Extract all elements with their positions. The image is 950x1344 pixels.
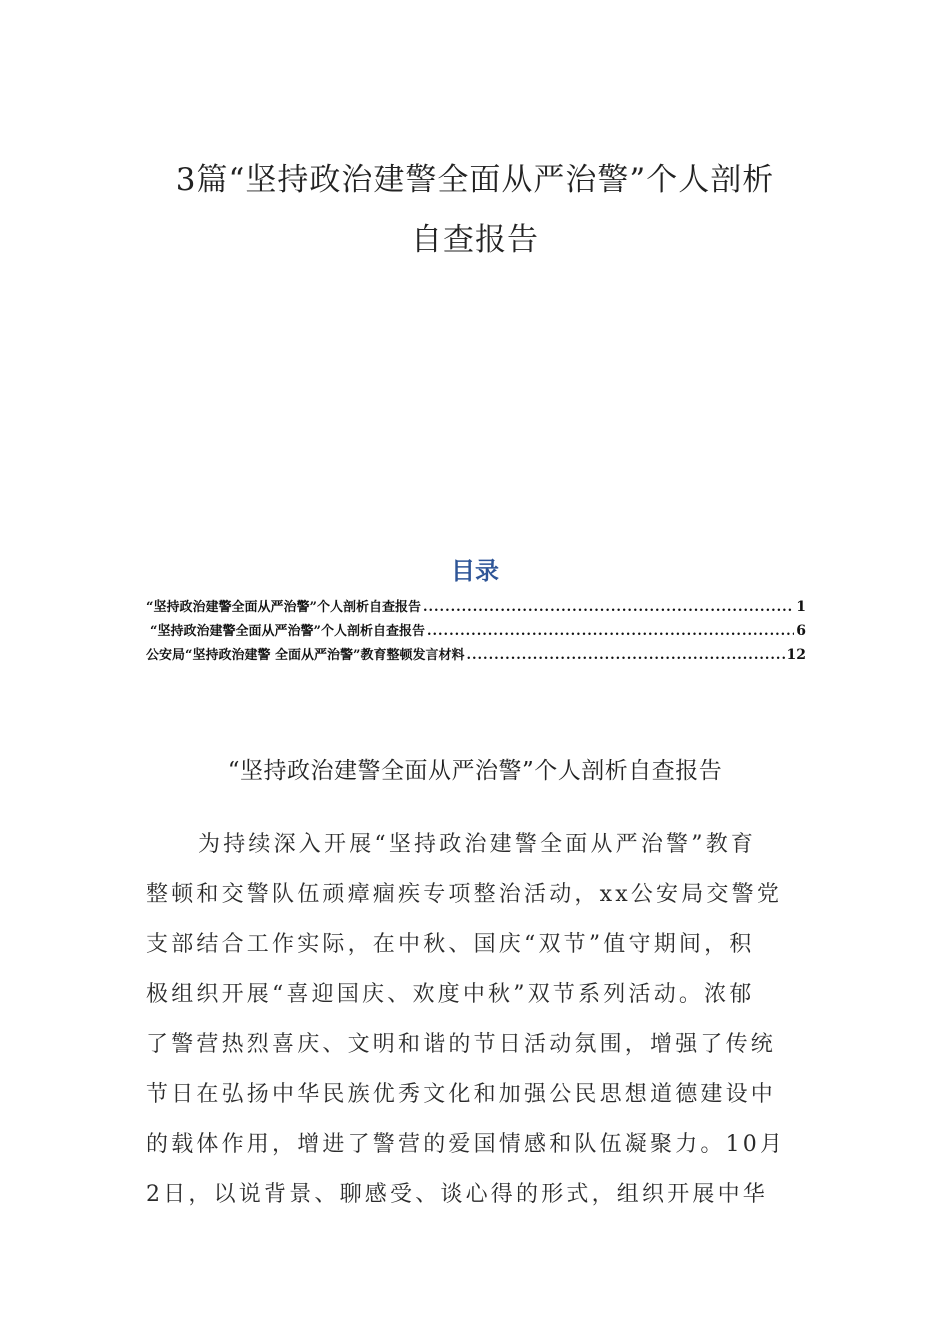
section-body [146, 820, 806, 1220]
toc-leader-dots [466, 648, 784, 663]
document-title-line-1: 3篇“坚持政治建警全面从严治警”个人剖析 [175, 162, 775, 198]
toc-leader-dots [427, 624, 794, 639]
body-line: 节日在弘扬中华民族优秀文化和加强公民思想道德建设中 [146, 1082, 777, 1107]
body-line: 2日，以说背景、聊感受、谈心得的形式，组织开展中华 [146, 1182, 768, 1207]
toc-entry-title: “坚持政治建警全面从严治警”个人剖析自查报告 [150, 624, 425, 639]
toc-entry-page: 6 [796, 623, 806, 639]
table-of-contents [146, 596, 806, 668]
document-title [120, 150, 830, 270]
toc-entry-page: 1 [796, 599, 806, 615]
toc-entry-2[interactable] [146, 620, 806, 644]
toc-entry-title: 公安局“坚持政治建警 全面从严治警”教育整顿发言材料 [146, 648, 465, 663]
body-line: 为持续深入开展“坚持政治建警全面从严治警”教育 [198, 832, 757, 857]
document-title-line-2: 自查报告 [411, 222, 539, 258]
toc-heading: 目录 [451, 557, 499, 585]
body-line: 支部结合工作实际，在中秋、国庆“双节”值守期间，积 [146, 932, 755, 957]
body-line: 了警营热烈喜庆、文明和谐的节日活动氛围，增强了传统 [146, 1032, 777, 1057]
toc-entry-3[interactable] [146, 644, 806, 668]
toc-entry-1[interactable] [146, 596, 806, 620]
section-title: “坚持政治建警全面从严治警”个人剖析自查报告 [227, 758, 723, 784]
toc-entry-page: 12 [786, 647, 806, 663]
body-line: 极组织开展“喜迎国庆、欢度中秋”双节系列活动。浓郁 [146, 982, 755, 1007]
toc-entry-title: “坚持政治建警全面从严治警”个人剖析自查报告 [146, 600, 421, 615]
body-line: 整顿和交警队伍顽瘴痼疾专项整治活动，xx公安局交警党 [146, 882, 783, 907]
toc-leader-dots [423, 600, 794, 615]
body-line: 的载体作用，增进了警营的爱国情感和队伍凝聚力。10月 [146, 1132, 786, 1157]
